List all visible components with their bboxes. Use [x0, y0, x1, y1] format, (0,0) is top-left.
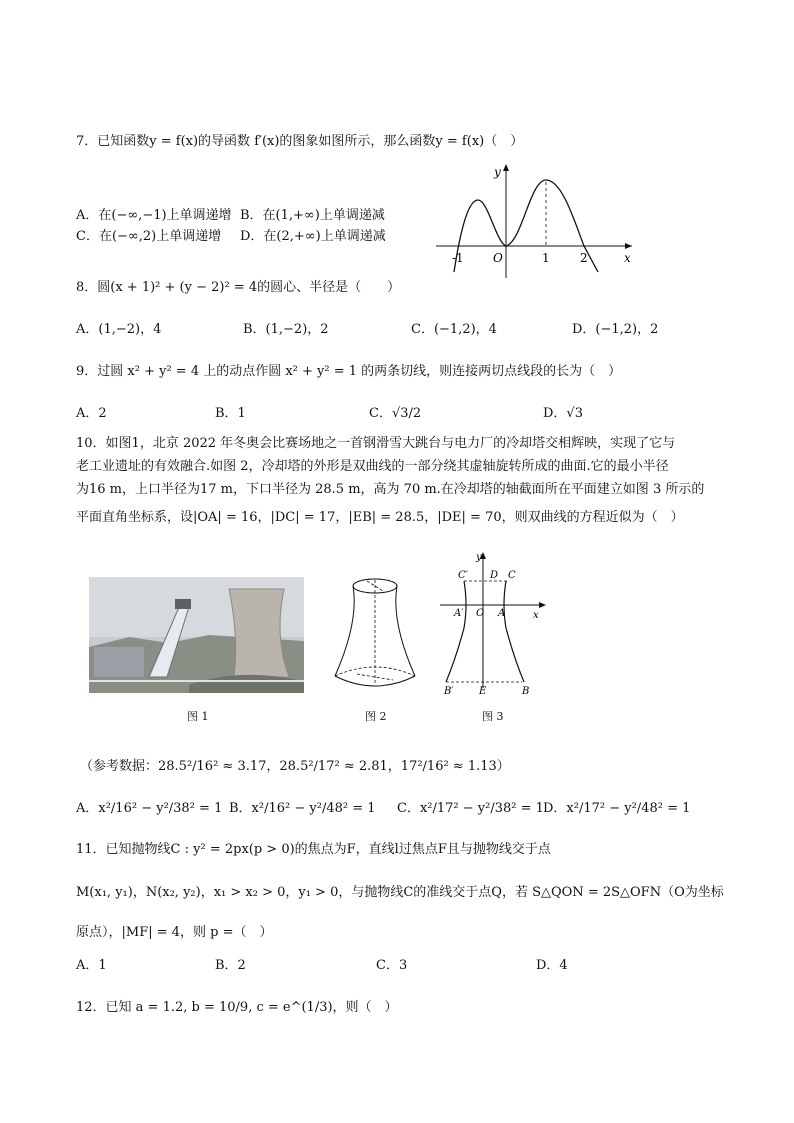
fig2-tower-sketch — [327, 572, 427, 694]
fig3-label-y: y — [476, 552, 482, 563]
q11-line-3: 原点），|MF| = 4，则 p =（ ） — [76, 925, 273, 940]
q10-line-2: 老工业遗址的有效融合.如图 2，冷却塔的外形是双曲线的一部分绕其虚轴旋转所成的曲面.它的最小半径 — [76, 459, 669, 474]
q7-origin-label: O — [493, 251, 503, 265]
q9-option-c: C．√3/2 — [369, 406, 422, 421]
q11-option-a: A．1 — [76, 958, 107, 973]
q11-line-2: M(x₁, y₁)，N(x₂, y₂)，x₁ > x₂ > 0，y₁ > 0，与抛物线C的准线交于点Q，若 S△QON = 2S△OFN（O为坐标 — [76, 885, 724, 900]
q10-option-d: D．x²/17² − y²/48² = 1 — [543, 801, 691, 816]
q7-option-a: A．在(−∞,−1)上单调递增 — [76, 208, 232, 223]
fig3-caption: 图 3 — [482, 710, 504, 723]
q8-option-b: B．(1,−2)，2 — [243, 322, 329, 337]
q11-line-1: 11．已知抛物线C : y² = 2px(p > 0)的焦点为F，直线l过焦点F且与抛物线交于点 — [76, 842, 551, 857]
q10-line-4: 平面直角坐标系，设|OA| = 16，|DC| = 17，|EB| = 28.5，|DE| = 70，则双曲线的方程近似为（ ） — [76, 510, 684, 525]
q10-line-1: 10．如图1，北京 2022 年冬奥会比赛场地之一首钢滑雪大跳台与电力厂的冷却塔交相辉映，实现了它与 — [76, 436, 676, 451]
fig1-photo — [89, 577, 304, 693]
fig3-label-b: B — [522, 686, 530, 697]
fig3-coordinate-diagram — [436, 548, 551, 698]
q7-x-label: x — [624, 251, 631, 265]
q11-option-c: C．3 — [376, 958, 408, 973]
q7-derivative-graph — [432, 160, 637, 280]
fig3-label-e: E — [479, 686, 487, 697]
q7-y-label: y — [494, 165, 501, 179]
q7-option-c: C．在(−∞,2)上单调递增 — [76, 229, 222, 244]
fig3-label-a: A — [498, 608, 506, 619]
q7-tick-neg1: -1 — [452, 251, 464, 265]
fig3-label-x: x — [533, 610, 539, 621]
q7-option-d: D．在(2,+∞)上单调递减 — [240, 229, 386, 244]
q7-option-b: B．在(1,+∞)上单调递减 — [240, 208, 385, 223]
fig1-caption: 图 1 — [187, 710, 209, 723]
q10-reference-data: （参考数据：28.5²/16² ≈ 3.17，28.5²/17² ≈ 2.81，17²/16² ≈ 1.13） — [80, 759, 510, 774]
q9-stem: 9．过圆 x² + y² = 4 上的动点作圆 x² + y² = 1 的两条切线，则连接两切点线段的长为（ ） — [76, 364, 622, 379]
q7-tick-1: 1 — [542, 251, 550, 265]
fig3-label-a-prime: A′ — [454, 608, 464, 619]
q8-option-a: A．(1,−2)，4 — [76, 322, 162, 337]
q7-tick-2: 2 — [580, 251, 588, 265]
q10-option-b: B．x²/16² − y²/48² = 1 — [229, 801, 376, 816]
q12-stem: 12．已知 a = 1.2, b = 10/9, c = e^(1/3)，则（ ） — [76, 1000, 398, 1015]
fig3-label-c: C — [508, 570, 516, 581]
q9-option-b: B．1 — [215, 406, 246, 421]
fig2-caption: 图 2 — [365, 710, 387, 723]
q8-stem: 8．圆(x + 1)² + (y − 2)² = 4的圆心、半径是（ ） — [76, 280, 401, 295]
q11-option-b: B．2 — [215, 958, 246, 973]
q10-line-3: 为16 m，上口半径为17 m，下口半径为 28.5 m，高为 70 m.在冷却塔的轴截面所在平面建立如图 3 所示的 — [76, 482, 705, 497]
fig3-label-o: O — [476, 608, 485, 619]
q10-option-c: C．x²/17² − y²/38² = 1 — [397, 801, 544, 816]
q11-option-d: D．4 — [536, 958, 568, 973]
q8-option-d: D．(−1,2)，2 — [572, 322, 659, 337]
fig3-label-b-prime: B′ — [444, 686, 454, 697]
q8-option-c: C．(−1,2)，4 — [411, 322, 497, 337]
q7-stem: 7．已知函数y = f(x)的导函数 f′(x)的图象如图所示，那么函数y = f(x)（ ） — [76, 134, 524, 149]
fig3-label-c-prime: C′ — [458, 570, 468, 581]
fig3-label-d: D — [490, 570, 499, 581]
q10-option-a: A．x²/16² − y²/38² = 1 — [76, 801, 223, 816]
q9-option-a: A．2 — [76, 406, 107, 421]
q9-option-d: D．√3 — [543, 406, 583, 421]
